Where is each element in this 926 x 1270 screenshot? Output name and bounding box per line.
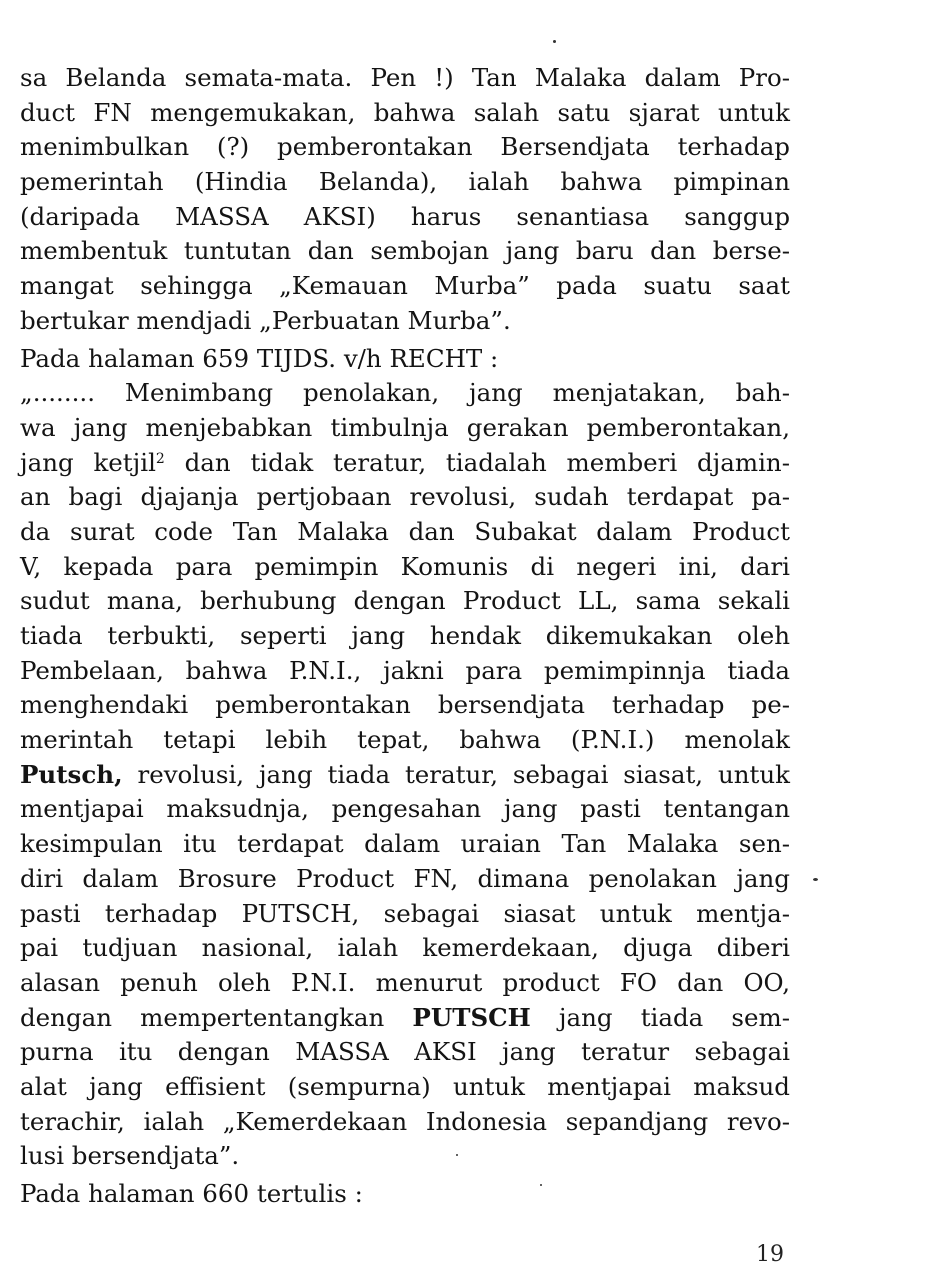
section-heading: Pada halaman 660 tertulis : — [20, 1179, 363, 1208]
superscript-footnote: 2 — [155, 450, 165, 467]
text-line: pemerintah (Hindia Belanda), ialah bahwa pimpinan — [20, 167, 790, 197]
scan-speck — [456, 1154, 458, 1156]
text-fragment: jang ketjil — [20, 447, 156, 477]
text-line: sa Belanda semata-mata. Pen !) Tan Malaka dalam Pro- — [20, 63, 790, 92]
body-text — [20, 61, 790, 1212]
text-line: pasti terhadap PUTSCH, sebagai siasat untuk mentja- — [20, 898, 790, 928]
text-line: alasan penuh oleh P.N.I. menurut product FO dan OO, — [20, 967, 790, 997]
text-fragment: dan tidak teratur, tiadalah memberi djamin- — [164, 447, 790, 477]
text-line: merintah tetapi lebih tepat, bahwa (P.N.I.) menolak — [20, 725, 790, 755]
text-line: wa jang menjebabkan timbulnja gerakan pemberontakan, — [20, 412, 790, 442]
text-fragment: revolusi, jang tiada teratur, sebagai siasat, untuk — [122, 759, 790, 789]
page-number: 19 — [756, 1242, 784, 1267]
text-line — [20, 1001, 790, 1036]
text-line: duct FN mengemukakan, bahwa salah satu sjarat untuk — [20, 97, 790, 127]
text-line: an bagi djajanja pertjobaan revolusi, sudah terdapat pa- — [20, 482, 790, 512]
text-line: diri dalam Brosure Product FN, dimana penolakan jang — [20, 863, 790, 893]
text-line: „........ Menimbang penolakan, jang menjatakan, bah- — [20, 378, 790, 408]
text-line: menimbulkan (?) pemberontakan Bersendjata terhadap — [20, 132, 790, 162]
text-line — [20, 446, 790, 481]
text-line: sudut mana, berhubung dengan Product LL, sama sekali — [20, 586, 790, 616]
text-line: membentuk tuntutan dan sembojan jang baru dan berse- — [20, 236, 790, 266]
text-line: mentjapai maksudnja, pengesahan jang pasti tentangan — [20, 794, 790, 824]
text-fragment: jang tiada sem- — [530, 1002, 790, 1032]
text-line: bertukar mendjadi „Perbuatan Murba”. — [20, 305, 511, 335]
text-line: menghendaki pemberontakan bersendjata terhadap pe- — [20, 690, 790, 720]
text-line: (daripada MASSA AKSI) harus senantiasa sanggup — [20, 201, 790, 231]
bold-term: PUTSCH — [412, 1002, 531, 1032]
text-line: purna itu dengan MASSA AKSI jang teratur sebagai — [20, 1037, 790, 1067]
text-line: terachir, ialah „Kemerdekaan Indonesia sepandjang revo- — [20, 1106, 790, 1136]
scan-speck — [813, 878, 818, 881]
scan-speck — [540, 1184, 542, 1186]
text-line: tiada terbukti, seperti jang hendak dikemukakan oleh — [20, 621, 790, 650]
text-fragment: dengan mempertentangkan — [20, 1002, 413, 1032]
scan-speck — [553, 40, 556, 43]
text-line: V, kepada para pemimpin Komunis di negeri ini, dari — [20, 551, 790, 581]
text-line: da surat code Tan Malaka dan Subakat dalam Product — [20, 516, 790, 546]
section-heading: Pada halaman 659 TIJDS. v/h RECHT : — [20, 343, 499, 373]
text-line: kesimpulan itu terdapat dalam uraian Tan Malaka sen- — [20, 829, 790, 859]
text-line: mangat sehingga „Kemauan Murba” pada suatu saat — [20, 271, 790, 301]
text-line: lusi bersendjata”. — [20, 1141, 240, 1171]
text-line: Pembelaan, bahwa P.N.I., jakni para pemimpinnja tiada — [20, 655, 790, 685]
text-line — [20, 758, 790, 793]
bold-term: Putsch, — [20, 759, 123, 789]
text-line: pai tudjuan nasional, ialah kemerdekaan, djuga diberi — [20, 933, 790, 963]
text-line: alat jang effisient (sempurna) untuk mentjapai maksud — [20, 1071, 790, 1101]
